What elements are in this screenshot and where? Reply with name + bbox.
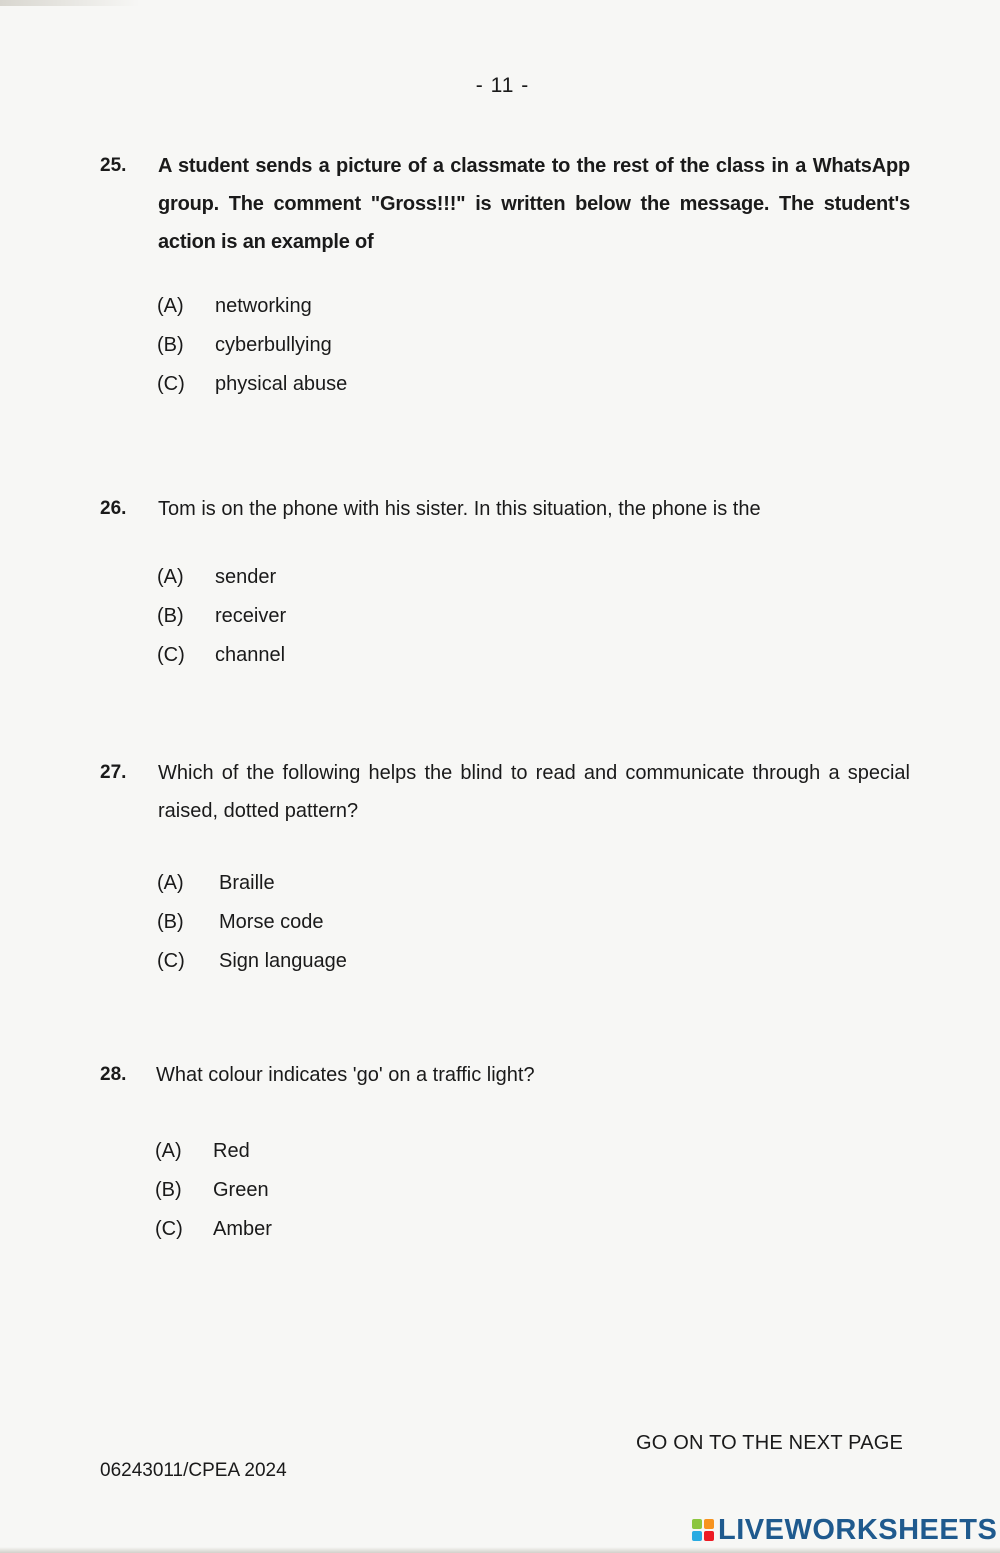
question-number: 28.: [100, 1064, 127, 1085]
exam-code: 06243011/CPEA 2024: [100, 1460, 287, 1481]
option-text: sender: [215, 566, 277, 588]
option-text: receiver: [215, 605, 287, 627]
option-b[interactable]: [157, 911, 557, 950]
option-c[interactable]: [157, 644, 557, 683]
option-letter: (B): [157, 911, 184, 933]
liveworksheets-logo-icon: [692, 1519, 714, 1541]
logo-square-red: [704, 1531, 714, 1541]
option-text: physical abuse: [215, 373, 348, 395]
question-number: 26.: [100, 498, 127, 519]
liveworksheets-brand[interactable]: [692, 1512, 997, 1548]
option-c[interactable]: [157, 950, 557, 989]
logo-square-green: [692, 1519, 702, 1529]
option-text: Green: [213, 1179, 269, 1201]
option-text: Red: [213, 1140, 250, 1162]
option-letter: (A): [155, 1140, 182, 1162]
logo-square-orange: [704, 1519, 714, 1529]
option-letter: (B): [157, 334, 184, 356]
option-a[interactable]: [155, 1140, 555, 1179]
option-text: Morse code: [219, 911, 324, 933]
question-text: Which of the following helps the blind to read and communicate through a special raised, dotted pattern?: [158, 762, 910, 822]
brand-name: LIVEWORKSHEETS: [718, 1513, 998, 1546]
option-letter: (C): [157, 950, 185, 972]
option-letter: (A): [157, 295, 184, 317]
answer-options: [157, 295, 557, 412]
option-a[interactable]: [157, 295, 557, 334]
option-letter: (C): [155, 1218, 183, 1240]
option-text: Sign language: [219, 950, 347, 972]
answer-options: [157, 566, 557, 683]
option-letter: (A): [157, 872, 184, 894]
option-letter: (B): [155, 1179, 182, 1201]
option-letter: (B): [157, 605, 184, 627]
page-edge-shadow-bottom: [0, 1547, 1000, 1553]
question-text: A student sends a picture of a classmate to the rest of the class in a WhatsApp group. The comment "Gross!!!" is written below the message. The student's action is an example of: [158, 155, 910, 253]
logo-square-blue: [692, 1531, 702, 1541]
option-letter: (C): [157, 373, 185, 395]
option-letter: (A): [157, 566, 184, 588]
option-a[interactable]: [157, 566, 557, 605]
answer-options: [155, 1140, 555, 1257]
option-text: Amber: [213, 1218, 272, 1240]
question-number: 27.: [100, 762, 127, 783]
option-b[interactable]: [155, 1179, 555, 1218]
option-text: Braille: [219, 872, 275, 894]
page-number: - 11 -: [475, 74, 530, 97]
question-text: What colour indicates 'go' on a traffic light?: [156, 1064, 535, 1086]
question-text: Tom is on the phone with his sister. In this situation, the phone is the: [158, 498, 761, 520]
go-on-next-page-text: GO ON TO THE NEXT PAGE: [636, 1432, 904, 1454]
option-text: cyberbullying: [215, 334, 332, 356]
option-text: networking: [215, 295, 312, 317]
answer-options: [157, 872, 557, 989]
option-c[interactable]: [157, 373, 557, 412]
option-b[interactable]: [157, 605, 557, 644]
question-number: 25.: [100, 155, 127, 176]
option-text: channel: [215, 644, 286, 666]
option-b[interactable]: [157, 334, 557, 373]
option-a[interactable]: [157, 872, 557, 911]
option-c[interactable]: [155, 1218, 555, 1257]
option-letter: (C): [157, 644, 185, 666]
page-edge-shadow-top: [0, 0, 140, 6]
